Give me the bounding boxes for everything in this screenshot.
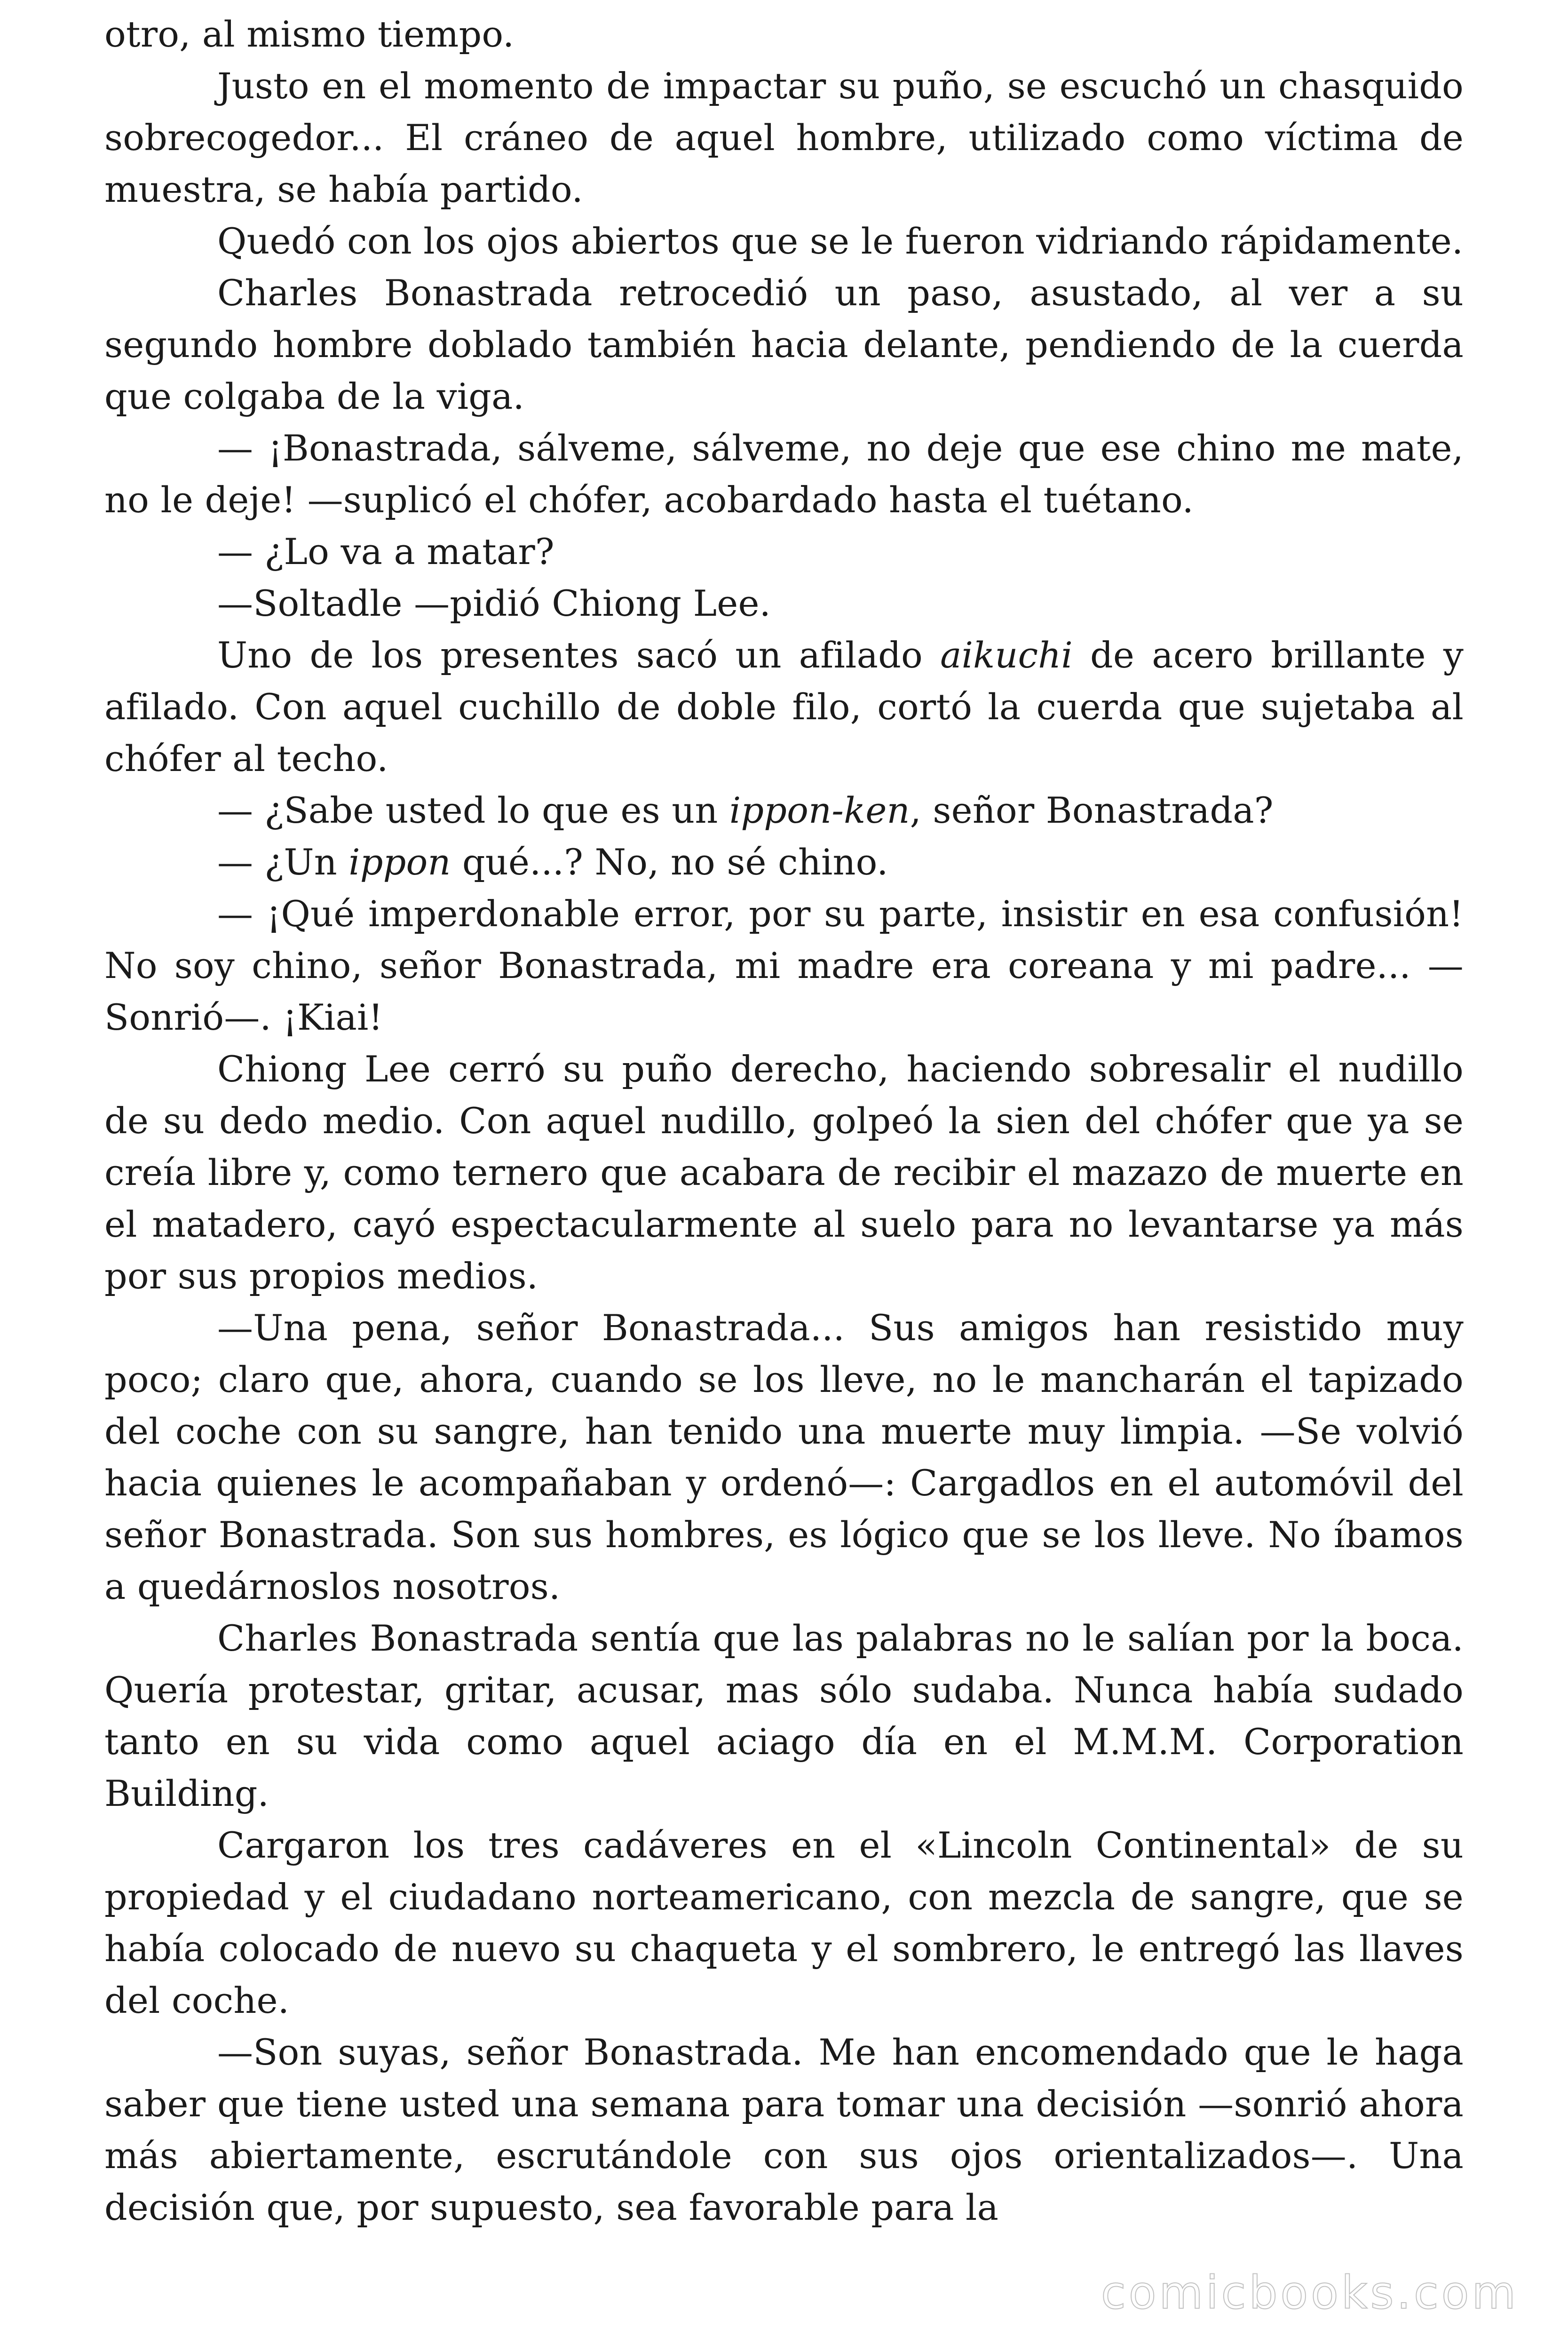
paragraph [104, 8, 1464, 60]
text-run: de acero brillante y afilado. Con aquel cuchillo de doble filo, cortó la cuerda que sujetaba al chófer al techo. [104, 634, 1464, 779]
text-run: — ¡Bonastrada, sálveme, sálveme, no deje que ese chino me mate, no le deje! —suplicó el chófer, acobardado hasta el tuétano. [104, 427, 1464, 521]
paragraph [104, 1043, 1464, 1302]
text-run: — ¡Qué imperdonable error, por su parte, insistir en esa confusión! No soy chino, señor Bonastrada, mi madre era coreana y mi padre... —Sonrió—. ¡Kiai! [104, 893, 1464, 1038]
paragraph [104, 267, 1464, 422]
paragraph [104, 888, 1464, 1043]
text-run: Quedó con los ojos abiertos que se le fueron vidriando rápidamente. [217, 220, 1464, 262]
text-run: — ¿Lo va a matar? [217, 531, 554, 572]
text-run: Cargaron los tres cadáveres en el «Lincoln Continental» de su propiedad y el ciudadano norteamericano, con mezcla de sangre, que se había colocado de nuevo su chaqueta y el sombrero, le entregó las llaves del coche. [104, 1824, 1464, 2021]
paragraph [104, 629, 1464, 785]
page-text [104, 8, 1464, 2233]
paragraph [104, 526, 1464, 578]
text-run: — ¿Un [217, 841, 349, 883]
text-run: —Soltadle —pidió Chiong Lee. [217, 582, 771, 624]
text-run: Charles Bonastrada retrocedió un paso, asustado, al ver a su segundo hombre doblado también hacia delante, pendiendo de la cuerda que colgaba de la viga. [104, 272, 1464, 417]
paragraph [104, 60, 1464, 215]
text-run: Justo en el momento de impactar su puño, se escuchó un chasquido sobrecogedor... El cráneo de aquel hombre, utilizado como víctima de muestra, se había partido. [104, 65, 1464, 210]
paragraph [104, 1820, 1464, 2026]
paragraph [104, 785, 1464, 836]
paragraph [104, 1302, 1464, 1613]
text-run: — ¿Sabe usted lo que es un [217, 789, 729, 831]
text-run: —Son suyas, señor Bonastrada. Me han encomendado que le haga saber que tiene usted una semana para tomar una decisión —sonrió ahora más abiertamente, escrutándole con sus ojos orientalizados—. Una decisión que, por supuesto, sea favorable para la [104, 2031, 1464, 2228]
paragraph [104, 2026, 1464, 2233]
text-run: otro, al mismo tiempo. [104, 13, 515, 55]
paragraph [104, 215, 1464, 267]
paragraph [104, 578, 1464, 629]
text-run: Charles Bonastrada sentía que las palabras no le salían por la boca. Quería protestar, gritar, acusar, mas sólo sudaba. Nunca había sudado tanto en su vida como aquel aciago día en el M.M.M. Corporation Building. [104, 1617, 1464, 1814]
italic-term: ippon [348, 841, 451, 883]
italic-term: ippon-ken [729, 789, 910, 831]
paragraph [104, 1613, 1464, 1820]
text-run: Uno de los presentes sacó un afilado [217, 634, 941, 676]
text-run: , señor Bonastrada? [910, 789, 1274, 831]
paragraph [104, 422, 1464, 526]
text-run: Chiong Lee cerró su puño derecho, haciendo sobresalir el nudillo de su dedo medio. Con aquel nudillo, golpeó la sien del chófer que ya se creía libre y, como ternero que acabara de recibir el mazazo de muerte en el matadero, cayó espectacularmente al suelo para no levantarse ya más por sus propios medios. [104, 1048, 1464, 1297]
paragraph [104, 836, 1464, 888]
watermark: comicbooks.com [1101, 2266, 1519, 2319]
text-run: qué...? No, no sé chino. [451, 841, 888, 883]
text-run: —Una pena, señor Bonastrada... Sus amigos han resistido muy poco; claro que, ahora, cuando se los lleve, no le mancharán el tapizado del coche con su sangre, han tenido una muerte muy limpia. —Se volvió hacia quienes le acompañaban y ordenó—: Cargadlos en el automóvil del señor Bonastrada. Son sus hombres, es lógico que se los lleve. No íbamos a quedárnoslos nosotros. [104, 1307, 1464, 1607]
italic-term: aikuchi [940, 634, 1073, 676]
